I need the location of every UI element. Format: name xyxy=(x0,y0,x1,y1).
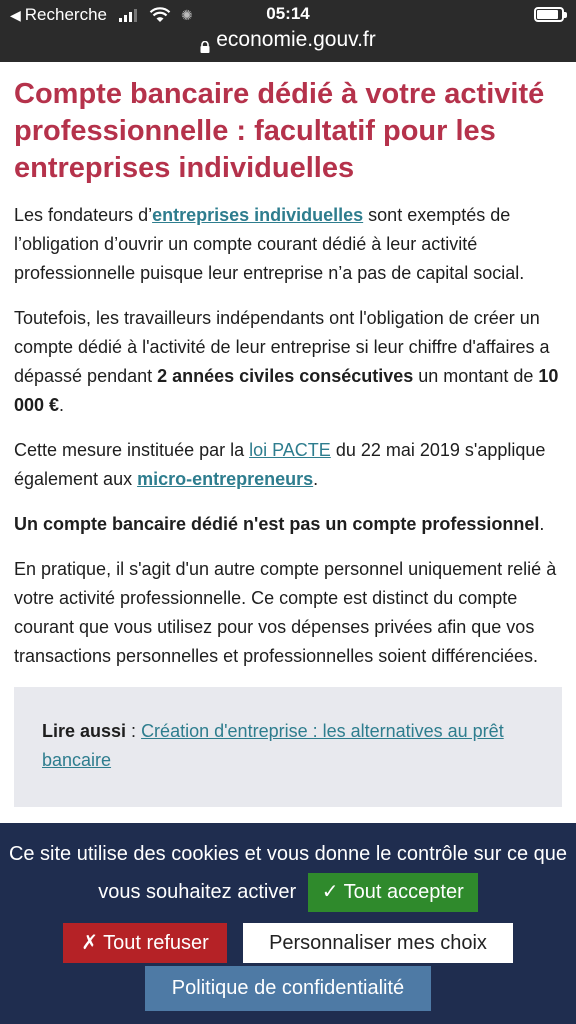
status-bar xyxy=(0,0,576,30)
link-micro-entrepreneurs[interactable]: micro-entrepreneurs xyxy=(137,469,314,489)
paragraph-4 xyxy=(14,510,562,539)
read-also-label: Lire aussi xyxy=(42,721,127,741)
loading-spinner-icon: ✺ xyxy=(181,6,193,23)
p4-text-after: . xyxy=(539,514,545,534)
lock-icon xyxy=(200,35,210,47)
browser-top-bar xyxy=(0,0,576,62)
p2-text-before: Toutefois, les travailleurs indépendants ont l'obligation de créer un compte dédié à l'activité de leur entreprise si leur chiffre d'affaires a dépassé pendant xyxy=(14,308,550,386)
p3-text-middle: du 22 mai 2019 s'applique également aux xyxy=(14,440,546,489)
policy-row xyxy=(0,966,576,1011)
link-loi-pacte[interactable]: loi PACTE xyxy=(249,440,331,460)
link-entreprises-individuelles[interactable]: entreprises individuelles xyxy=(152,205,364,225)
back-app-label: Recherche xyxy=(24,5,107,24)
read-also-link[interactable]: Création d'entreprise : les alternatives au prêt bancaire xyxy=(42,721,504,770)
p4-bold-text: Un compte bancaire dédié n'est pas un compte professionnel xyxy=(14,514,540,534)
cookie-banner xyxy=(0,823,576,1024)
p2-text-middle: un montant de xyxy=(413,366,539,386)
article-title: Compte bancaire dédié à votre activité professionnelle : facultatif pour les entreprises individuelles xyxy=(14,78,545,184)
accept-all-button[interactable]: ✓ Tout accepter xyxy=(308,873,478,912)
read-also-box xyxy=(14,687,562,807)
status-time: 05:14 xyxy=(266,4,310,23)
url-domain: economie.gouv.fr xyxy=(216,28,376,51)
p3-text-after: . xyxy=(313,469,319,489)
paragraph-2 xyxy=(14,304,562,420)
address-bar[interactable] xyxy=(0,28,576,52)
paragraph-1 xyxy=(14,201,562,288)
article-content xyxy=(0,62,576,862)
customize-choices-button[interactable]: Personnaliser mes choix xyxy=(243,923,513,963)
read-also-separator: : xyxy=(126,721,142,741)
cookie-text: Ce site utilise des cookies et vous donne le contrôle sur ce que vous souhaitez activer xyxy=(8,843,568,903)
p2-text-after: . xyxy=(59,395,65,415)
back-arrow-icon: ◀ xyxy=(10,6,21,23)
p3-text-before: Cette mesure instituée par la xyxy=(14,440,250,460)
p1-text-before: Les fondateurs d’ xyxy=(14,205,153,225)
cookie-message xyxy=(0,823,576,912)
privacy-policy-button[interactable]: Politique de confidentialité xyxy=(145,966,431,1011)
paragraph-3 xyxy=(14,436,562,494)
refuse-all-button[interactable]: ✗ Tout refuser xyxy=(63,923,227,963)
p1-text-after: sont exemptés de l’obligation d’ouvrir un compte courant dédié à leur activité professionnelle puisque leur entreprise n’a pas de capital social. xyxy=(14,205,525,283)
battery-icon xyxy=(534,7,564,22)
p2-bold-years: 2 années civiles consécutives xyxy=(157,366,414,386)
cookie-buttons-row xyxy=(0,923,576,963)
p2-bold-amount: 10 000 € xyxy=(14,366,559,415)
paragraph-5: En pratique, il s'agit d'un autre compte personnel uniquement relié à votre activité professionnelle. Ce compte est distinct du compte courant que vous utilisez pour vos dépenses privées afin que vos transactions personnelles et professionnelles soient différenciées. xyxy=(14,559,557,666)
battery-level xyxy=(537,10,558,19)
